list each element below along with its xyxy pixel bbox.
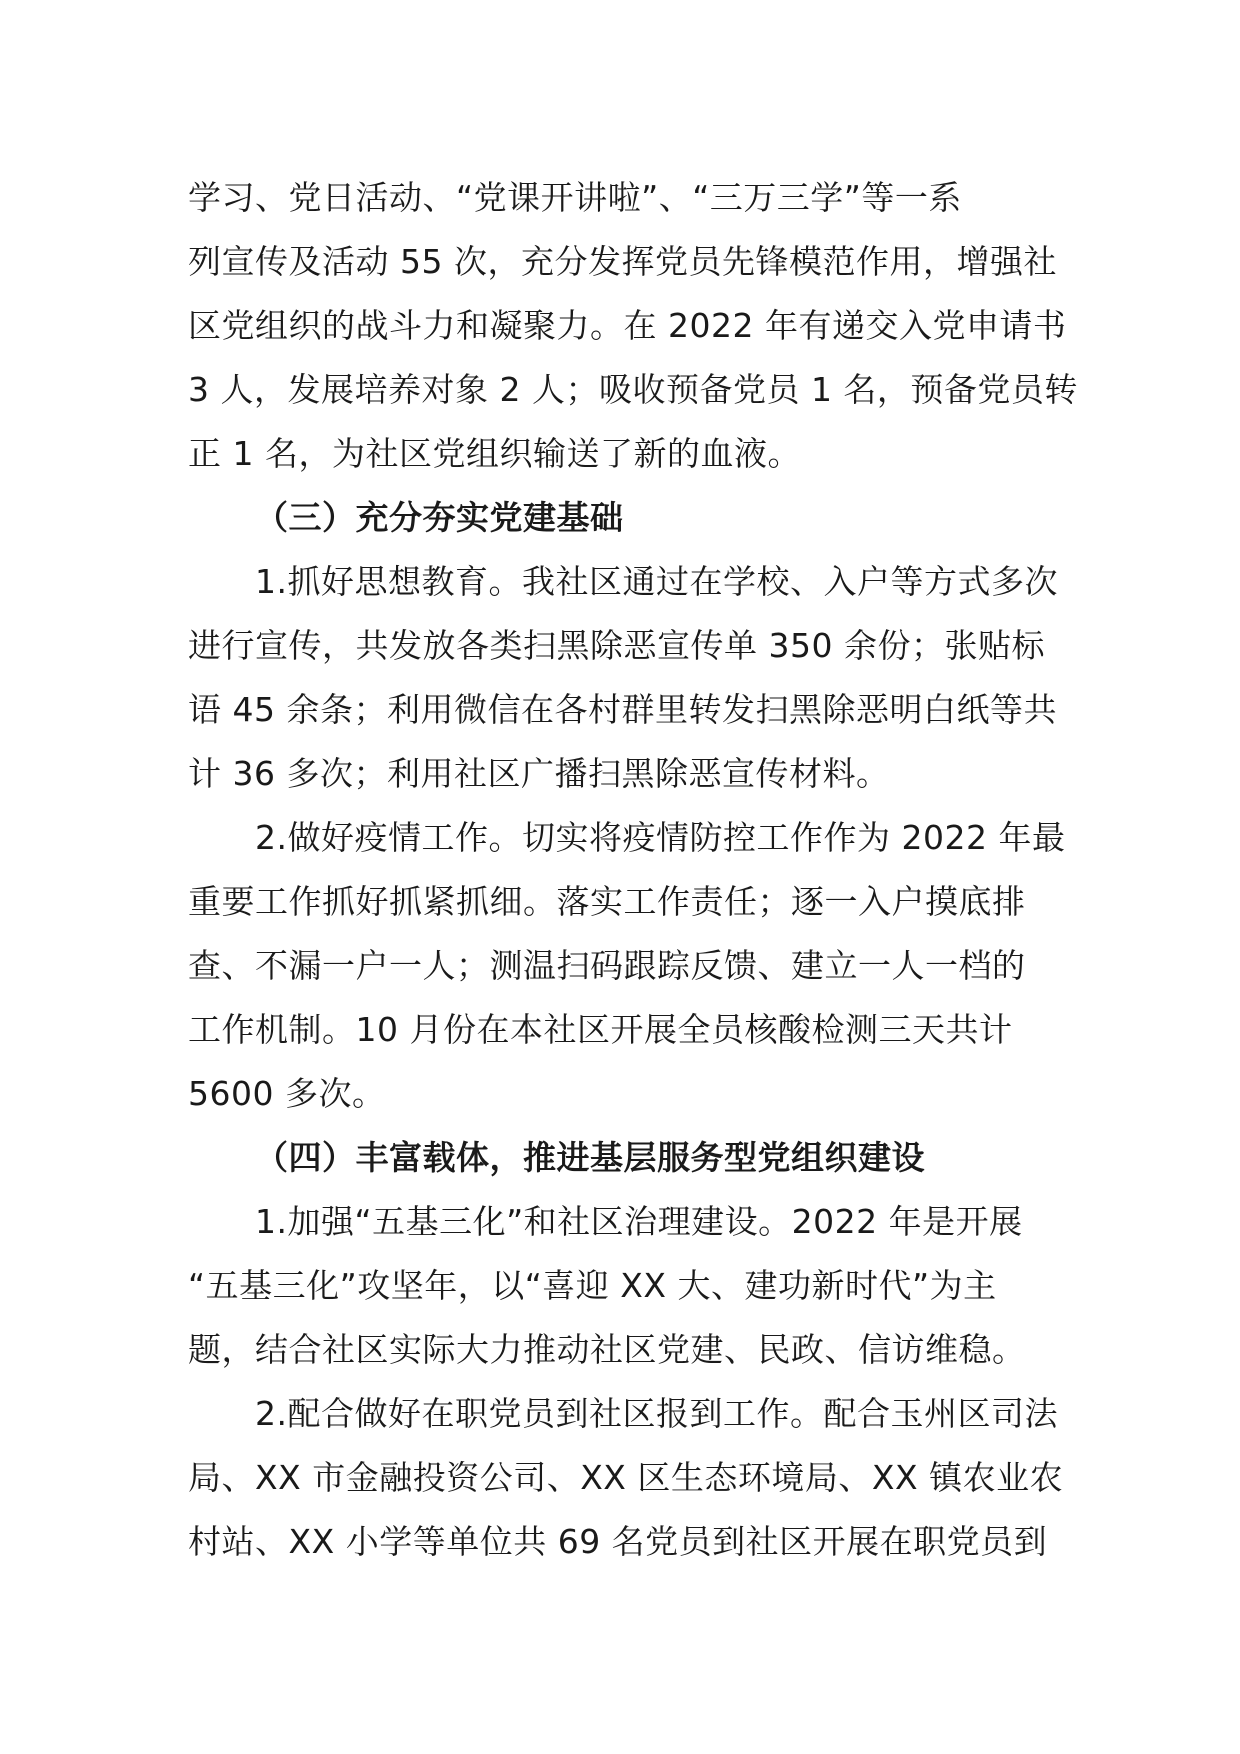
paragraph-line: “五基三化”攻坚年，以“喜迎 XX 大、建功新时代”为主 bbox=[188, 1266, 997, 1305]
paragraph-line: 计 36 多次；利用社区广播扫黑除恶宣传材料。 bbox=[188, 754, 890, 793]
section-heading-4: （四）丰富载体，推进基层服务型党组织建设 bbox=[255, 1138, 925, 1177]
paragraph-line: 重要工作抓好抓紧抓细。落实工作责任；逐一入户摸底排 bbox=[188, 882, 1026, 921]
paragraph-line: 列宣传及活动 55 次，充分发挥党员先锋模范作用，增强社 bbox=[188, 242, 1057, 281]
paragraph-line: 1.加强“五基三化”和社区治理建设。2022 年是开展 bbox=[255, 1202, 1023, 1241]
document-body bbox=[188, 166, 1078, 1574]
paragraph-line: 进行宣传，共发放各类扫黑除恶宣传单 350 余份；张贴标 bbox=[188, 626, 1045, 665]
paragraph-line: 题，结合社区实际大力推动社区党建、民政、信访维稳。 bbox=[188, 1330, 1026, 1369]
paragraph-line: 5600 多次。 bbox=[188, 1074, 386, 1113]
paragraph-line: 正 1 名，为社区党组织输送了新的血液。 bbox=[188, 434, 801, 473]
paragraph-line: 查、不漏一户一人；测温扫码跟踪反馈、建立一人一档的 bbox=[188, 946, 1026, 985]
section-heading-3: （三）充分夯实党建基础 bbox=[255, 498, 624, 537]
paragraph-line: 工作机制。10 月份在本社区开展全员核酸检测三天共计 bbox=[188, 1010, 1013, 1049]
paragraph-line: 语 45 余条；利用微信在各村群里转发扫黑除恶明白纸等共 bbox=[188, 690, 1057, 729]
paragraph-line: 3 人，发展培养对象 2 人；吸收预备党员 1 名，预备党员转 bbox=[188, 370, 1078, 409]
paragraph-line: 2.做好疫情工作。切实将疫情防控工作作为 2022 年最 bbox=[255, 818, 1066, 857]
paragraph-line: 村站、XX 小学等单位共 69 名党员到社区开展在职党员到 bbox=[188, 1522, 1048, 1561]
paragraph-line: 区党组织的战斗力和凝聚力。在 2022 年有递交入党申请书 bbox=[188, 306, 1067, 345]
paragraph-line: 1.抓好思想教育。我社区通过在学校、入户等方式多次 bbox=[255, 562, 1058, 601]
paragraph-line: 学习、党日活动、“党课开讲啦”、“三万三学”等一系 bbox=[188, 178, 962, 217]
paragraph-line: 局、XX 市金融投资公司、XX 区生态环境局、XX 镇农业农 bbox=[188, 1458, 1064, 1497]
paragraph-line: 2.配合做好在职党员到社区报到工作。配合玉州区司法 bbox=[255, 1394, 1058, 1433]
